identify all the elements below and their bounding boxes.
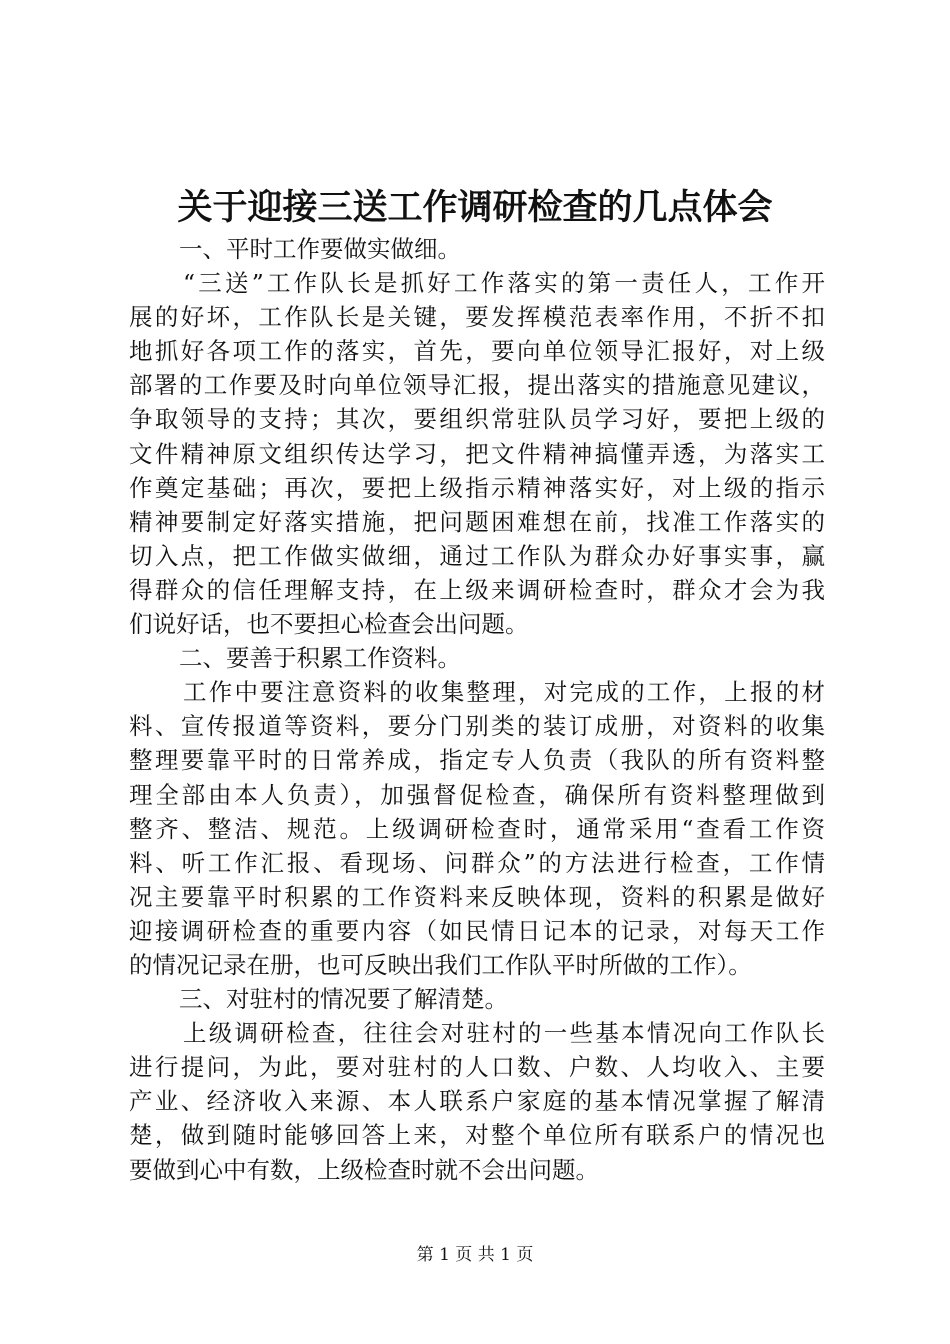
- paragraph-line: 产业、经济收入来源、本人联系户家庭的基本情况掌握了解清: [129, 1087, 825, 1116]
- paragraph-line: 切入点，把工作做实做细，通过工作队为群众办好事实事，赢: [129, 541, 825, 570]
- paragraph-line: 进行提问，为此，要对驻村的人口数、户数、人均收入、主要: [129, 1053, 825, 1082]
- paragraph-line: 得群众的信任理解支持，在上级来调研检查时，群众才会为我: [129, 575, 825, 604]
- paragraph-line: 料、听工作汇报、看现场、问群众”的方法进行检查，工作情: [129, 848, 825, 877]
- paragraph-line: 要做到心中有数，上级检查时就不会出问题。: [129, 1155, 599, 1184]
- document-body: [129, 232, 825, 1187]
- paragraph-line: 况主要靠平时积累的工作资料来反映体现，资料的积累是做好: [129, 882, 825, 911]
- paragraph-line: 理全部由本人负责），加强督促检查，确保所有资料整理做到: [129, 780, 825, 809]
- section-heading: 一、平时工作要做实做细。: [179, 235, 461, 263]
- paragraph-line: 地抓好各项工作的落实，首先，要向单位领导汇报好，对上级: [129, 337, 825, 366]
- paragraph-line: 迎接调研检查的重要内容（如民情日记本的记录，对每天工作: [129, 916, 825, 945]
- paragraph-line: 料、宣传报道等资料，要分门别类的装订成册，对资料的收集: [129, 712, 825, 741]
- paragraph-line: 争取领导的支持；其次，要组织常驻队员学习好，要把上级的: [129, 405, 825, 434]
- document-title: 关于迎接三送工作调研检查的几点体会: [177, 187, 773, 228]
- section-heading: 二、要善于积累工作资料。: [179, 644, 461, 673]
- paragraph-line: 展的好坏，工作队长是关键，要发挥模范表率作用，不折不扣: [129, 303, 825, 332]
- paragraph-line: 们说好话，也不要担心检查会出问题。: [129, 610, 529, 639]
- paragraph-line: 部署的工作要及时向单位领导汇报，提出落实的措施意见建议，: [129, 371, 825, 400]
- paragraph-line: 整齐、整洁、规范。上级调研检查时，通常采用“查看工作资: [129, 814, 825, 843]
- paragraph-line: 文件精神原文组织传达学习，把文件精神搞懂弄透，为落实工: [129, 439, 825, 468]
- paragraph-line: 作奠定基础；再次，要把上级指示精神落实好，对上级的指示: [129, 473, 825, 502]
- paragraph-line: 的情况记录在册，也可反映出我们工作队平时所做的工作）。: [129, 950, 752, 979]
- paragraph-line: 精神要制定好落实措施，把问题困难想在前，找准工作落实的: [129, 507, 825, 536]
- paragraph-line: 楚，做到随时能够回答上来，对整个单位所有联系户的情况也: [129, 1121, 825, 1150]
- page-number-footer: 第 1 页 共 1 页: [416, 1245, 534, 1265]
- paragraph-line: 上级调研检查，往往会对驻村的一些基本情况向工作队长: [183, 1019, 825, 1048]
- paragraph-line: 整理要靠平时的日常养成，指定专人负责（我队的所有资料整: [129, 746, 825, 775]
- section-heading: 三、对驻村的情况要了解清楚。: [179, 985, 508, 1014]
- paragraph-line: “三送”工作队长是抓好工作落实的第一责任人，工作开: [183, 269, 825, 298]
- paragraph-line: 工作中要注意资料的收集整理，对完成的工作，上报的材: [183, 678, 825, 707]
